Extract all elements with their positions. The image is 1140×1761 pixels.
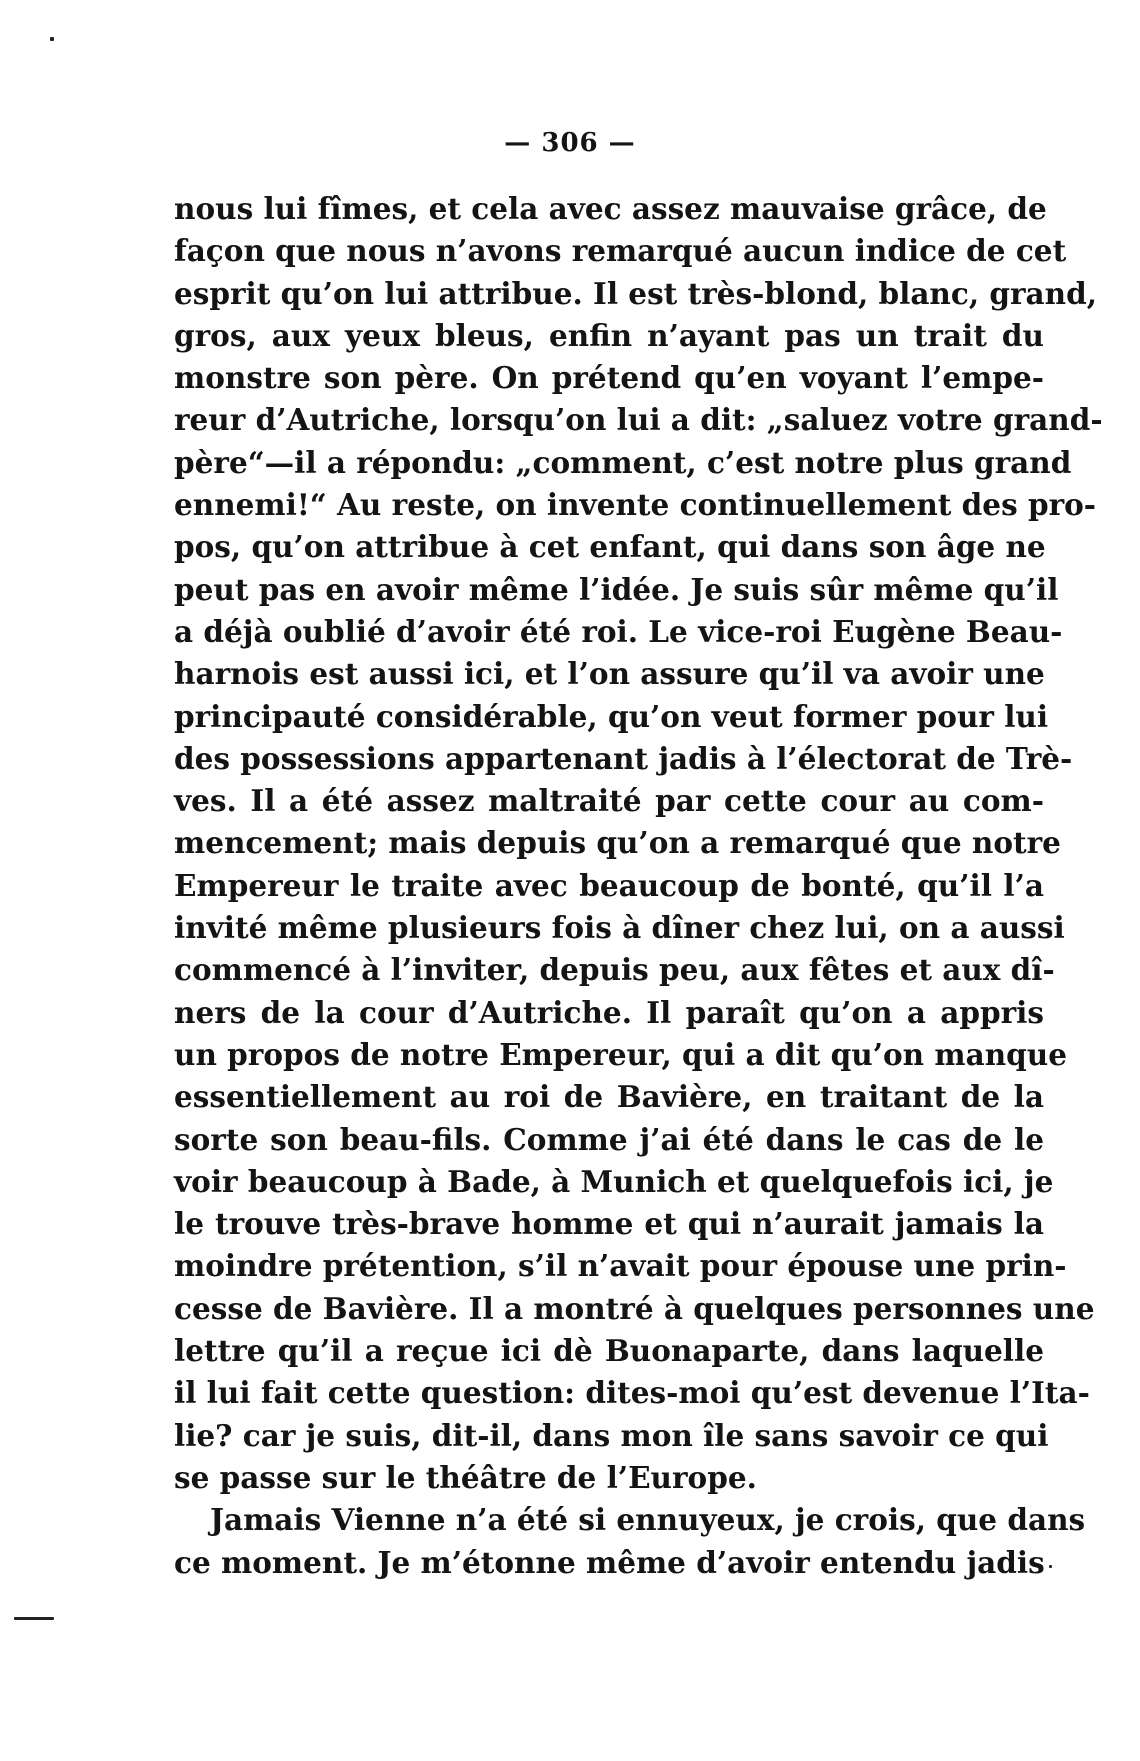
text-line: ennemi!“ Au reste, on invente continuellement des pro-	[174, 487, 1097, 523]
text-line: reur d’Autriche, lorsqu’on lui a dit: „saluez votre grand-	[174, 402, 1103, 438]
text-line: essentiellement au roi de Bavière, en traitant de la	[174, 1079, 1044, 1115]
text-line: lie? car je suis, dit-il, dans mon île sans savoir ce qui	[174, 1417, 1049, 1453]
text-line: cesse de Bavière. Il a montré à quelques personnes une	[174, 1290, 1095, 1326]
paragraph-end-line: se passe sur le théâtre de l’Europe.	[174, 1459, 757, 1495]
scan-speck	[50, 37, 54, 41]
text-line: harnois est aussi ici, et l’on assure qu’il va avoir une	[174, 656, 1045, 692]
text-line: a déjà oublié d’avoir été roi. Le vice-roi Eugène Beau-	[174, 613, 1063, 649]
text-line: façon que nous n’avons remarqué aucun indice de cet	[174, 233, 1067, 269]
text-line: voir beaucoup à Bade, à Munich et quelquefois ici, je	[174, 1163, 1054, 1199]
text-line: des possessions appartenant jadis à l’électorat de Trè-	[174, 740, 1073, 776]
text-line: le trouve très-brave homme et qui n’aurait jamais la	[174, 1206, 1044, 1242]
text-line: peut pas en avoir même l’idée. Je suis sûr même qu’il	[174, 571, 1059, 607]
text-line: Empereur le traite avec beaucoup de bonté, qu’il l’a	[174, 867, 1044, 903]
scan-speck	[1049, 1565, 1052, 1568]
text-line: monstre son père. On prétend qu’en voyant l’empe-	[174, 360, 1044, 396]
text-line: ce moment. Je m’étonne même d’avoir entendu jadis	[174, 1544, 1045, 1580]
text-line: esprit qu’on lui attribue. Il est très-blond, blanc, grand,	[174, 275, 1098, 311]
text-line: invité même plusieurs fois à dîner chez lui, on a aussi	[174, 910, 1065, 946]
text-line: ves. Il a été assez maltraité par cette cour au com-	[174, 783, 1044, 819]
text-line: mencement; mais depuis qu’on a remarqué que notre	[174, 825, 1061, 861]
paragraph-start-line: Jamais Vienne n’a été si ennuyeux, je crois, que dans	[210, 1502, 1086, 1538]
text-line: lettre qu’il a reçue ici dè Buonaparte, dans laquelle	[174, 1333, 1044, 1369]
text-line: commencé à l’inviter, depuis peu, aux fêtes et aux dî-	[174, 952, 1055, 988]
text-line: ners de la cour d’Autriche. Il paraît qu’on a appris	[174, 994, 1044, 1030]
text-line: moindre prétention, s’il n’avait pour épouse une prin-	[174, 1248, 1067, 1284]
text-line: un propos de notre Empereur, qui a dit qu’on manque	[174, 1036, 1068, 1072]
text-line: pos, qu’on attribue à cet enfant, qui dans son âge ne	[174, 529, 1046, 565]
text-line: principauté considérable, qu’on veut former pour lui	[174, 698, 1049, 734]
page-number: — 306 —	[504, 128, 636, 158]
text-line: sorte son beau-fils. Comme j’ai été dans le cas de le	[174, 1121, 1044, 1157]
text-line: il lui fait cette question: dites-moi qu’est devenue l’Ita-	[174, 1375, 1090, 1411]
scan-speck	[14, 1617, 54, 1620]
body-text	[174, 188, 1103, 1584]
text-line: nous lui fîmes, et cela avec assez mauvaise grâce, de	[174, 191, 1047, 226]
text-line: gros, aux yeux bleus, enfin n’ayant pas un trait du	[174, 317, 1044, 353]
text-line: père“—il a répondu: „comment, c’est notre plus grand	[174, 444, 1072, 480]
